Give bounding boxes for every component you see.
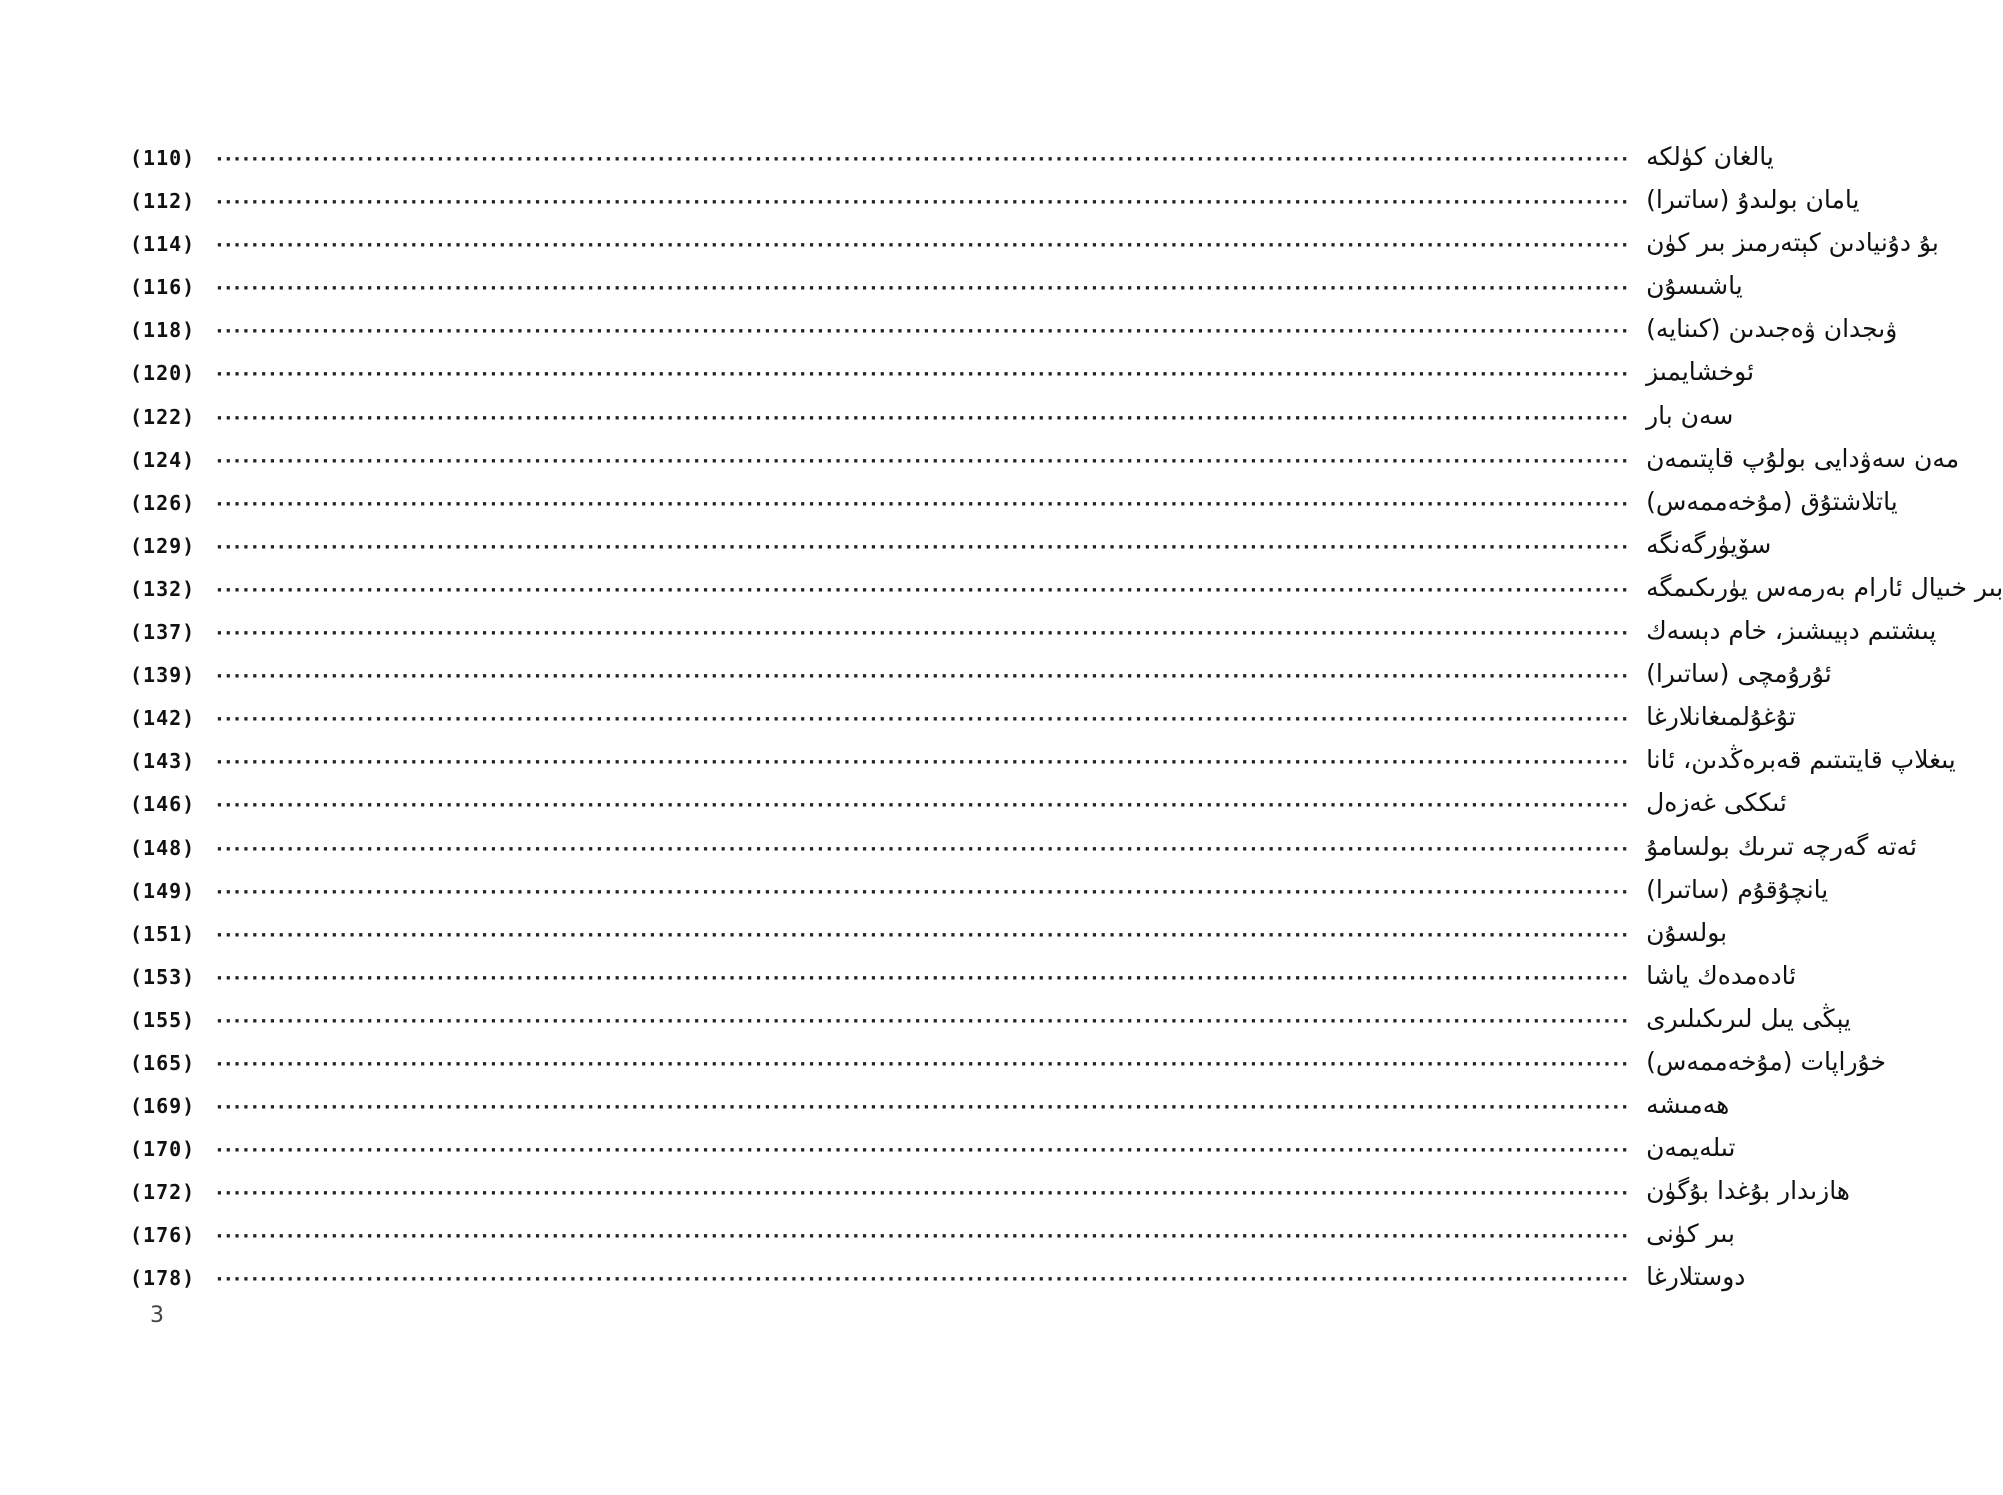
toc-entry xyxy=(130,911,1728,954)
toc-page-number: (122) xyxy=(130,404,196,429)
toc-title: خۇراپات (مۇخەممەس) xyxy=(1646,1046,1886,1076)
toc-title: دوستلارغا xyxy=(1646,1262,1746,1292)
toc-title: سەن بار xyxy=(1646,400,1734,430)
dot-leader: ································································································································································ xyxy=(216,450,1631,472)
toc-entry xyxy=(130,221,1939,264)
dot-leader: ································································································································································ xyxy=(216,967,1631,989)
toc-page-number: (170) xyxy=(130,1137,196,1162)
toc-page-number: (143) xyxy=(130,749,196,774)
toc-entry xyxy=(130,1212,1735,1255)
dot-leader: ································································································································································ xyxy=(216,1183,1631,1205)
toc-title: پىشتىم دېيىشىز، خام دېسەك xyxy=(1646,616,1937,646)
dot-leader: ································································································································································ xyxy=(216,709,1631,731)
dot-leader: ································································································································································ xyxy=(216,924,1631,946)
toc-entry xyxy=(130,1255,1746,1298)
toc-entry xyxy=(130,566,2003,609)
dot-leader: ································································································································································ xyxy=(216,1226,1631,1248)
dot-leader: ································································································································································ xyxy=(216,1010,1631,1032)
toc-entry xyxy=(130,264,1743,307)
toc-entry xyxy=(130,178,1860,221)
table-of-contents xyxy=(130,135,2003,1299)
toc-entry xyxy=(130,825,1917,868)
toc-entry xyxy=(130,523,1772,566)
toc-page-number: (129) xyxy=(130,533,196,558)
toc-title: بىر كۈنى xyxy=(1646,1219,1735,1249)
toc-title: ۋىجدان ۋەجىدىن (كىنايە) xyxy=(1646,314,1898,344)
toc-entry xyxy=(130,394,1734,437)
toc-entry xyxy=(130,738,1956,781)
toc-entry xyxy=(130,1126,1736,1169)
dot-leader: ································································································································································ xyxy=(216,278,1631,300)
toc-title: ھەمىشە xyxy=(1646,1090,1730,1120)
dot-leader: ································································································································································ xyxy=(216,579,1631,601)
page-number: 3 xyxy=(150,1303,164,1328)
toc-entry xyxy=(130,350,1755,393)
toc-entry xyxy=(130,609,1937,652)
toc-title: بۇ دۇنيادىن كېتەرمىز بىر كۈن xyxy=(1646,228,1939,258)
toc-page-number: (142) xyxy=(130,706,196,731)
dot-leader: ································································································································································ xyxy=(216,1140,1631,1162)
toc-page-number: (149) xyxy=(130,878,196,903)
toc-title: ئەتە گەرچە تىرىك بولسامۇ xyxy=(1646,831,1917,861)
dot-leader: ································································································································································ xyxy=(216,881,1631,903)
toc-title: تۇغۇلمىغانلارغا xyxy=(1646,702,1796,732)
toc-title: ھازىدار بۇغدا بۇگۈن xyxy=(1646,1176,1850,1206)
toc-entry xyxy=(130,695,1796,738)
toc-title: يېڭى يىل لىرىكىلىرى xyxy=(1646,1003,1851,1033)
toc-entry xyxy=(130,1040,1886,1083)
dot-leader: ································································································································································ xyxy=(216,1097,1631,1119)
toc-title: مەن سەۋدايى بولۇپ قاپتىمەن xyxy=(1646,443,1960,473)
dot-leader: ································································································································································ xyxy=(216,838,1631,860)
dot-leader: ································································································································································ xyxy=(216,407,1631,429)
toc-page-number: (148) xyxy=(130,835,196,860)
dot-leader: ································································································································································ xyxy=(216,493,1631,515)
dot-leader: ································································································································································ xyxy=(216,364,1631,386)
toc-title: تىلەيمەن xyxy=(1646,1133,1736,1163)
toc-title: ئوخشايمىز xyxy=(1646,357,1755,387)
toc-title: يىغلاپ قايتىتىم قەبرەڭدىن، ئانا xyxy=(1646,745,1956,775)
dot-leader: ································································································································································ xyxy=(216,192,1631,214)
toc-page-number: (116) xyxy=(130,275,196,300)
toc-entry xyxy=(130,135,1774,178)
dot-leader: ································································································································································ xyxy=(216,536,1631,558)
toc-page-number: (151) xyxy=(130,921,196,946)
toc-title: ئۇرۇمچى (ساتىرا) xyxy=(1646,659,1832,689)
toc-entry xyxy=(130,954,1797,997)
toc-entry xyxy=(130,1083,1730,1126)
toc-entry xyxy=(130,307,1898,350)
dot-leader: ································································································································································ xyxy=(216,235,1631,257)
toc-page-number: (118) xyxy=(130,318,196,343)
dot-leader: ································································································································································ xyxy=(216,752,1631,774)
toc-page-number: (169) xyxy=(130,1094,196,1119)
toc-title: بىر خىيال ئارام بەرمەس يۈرىكىمگە xyxy=(1646,572,2003,602)
toc-page-number: (126) xyxy=(130,490,196,515)
toc-page-number: (176) xyxy=(130,1223,196,1248)
toc-title: ئادەمدەك ياشا xyxy=(1646,960,1797,990)
dot-leader: ································································································································································ xyxy=(216,623,1631,645)
toc-page-number: (146) xyxy=(130,792,196,817)
toc-page-number: (172) xyxy=(130,1180,196,1205)
toc-title: ياتلاشتۇق (مۇخەممەس) xyxy=(1646,486,1898,516)
dot-leader: ································································································································································ xyxy=(216,795,1631,817)
toc-page-number: (124) xyxy=(130,447,196,472)
toc-page-number: (153) xyxy=(130,964,196,989)
toc-entry xyxy=(130,480,1898,523)
dot-leader: ································································································································································ xyxy=(216,1053,1631,1075)
toc-page-number: (114) xyxy=(130,232,196,257)
toc-page-number: (110) xyxy=(130,146,196,170)
toc-page-number: (137) xyxy=(130,620,196,645)
toc-page-number: (155) xyxy=(130,1007,196,1032)
toc-title: سۆيۈرگەنگە xyxy=(1646,529,1772,559)
toc-page-number: (165) xyxy=(130,1050,196,1075)
dot-leader: ································································································································································ xyxy=(216,1269,1631,1291)
toc-title: ئىككى غەزەل xyxy=(1646,788,1787,818)
toc-entry xyxy=(130,997,1851,1040)
toc-page-number: (132) xyxy=(130,576,196,601)
toc-entry xyxy=(130,652,1832,695)
toc-title: ياشىسۇن xyxy=(1646,271,1743,301)
toc-entry xyxy=(130,781,1787,824)
toc-page-number: (112) xyxy=(130,189,196,214)
toc-page-number: (139) xyxy=(130,663,196,688)
toc-entry xyxy=(130,437,1960,480)
toc-page-number: (120) xyxy=(130,361,196,386)
toc-title: يانچۇقۇم (ساتىرا) xyxy=(1646,874,1829,904)
dot-leader: ································································································································································ xyxy=(216,321,1631,343)
toc-page-number: (178) xyxy=(130,1266,196,1291)
toc-entry xyxy=(130,868,1829,911)
toc-title: يامان بولىدۇ (ساتىرا) xyxy=(1646,185,1860,215)
dot-leader: ································································································································································ xyxy=(216,666,1631,688)
dot-leader: ································································································································································ xyxy=(216,149,1631,170)
toc-title: يالغان كۈلكە xyxy=(1646,142,1774,171)
toc-entry xyxy=(130,1169,1850,1212)
toc-title: بولسۇن xyxy=(1646,917,1728,947)
